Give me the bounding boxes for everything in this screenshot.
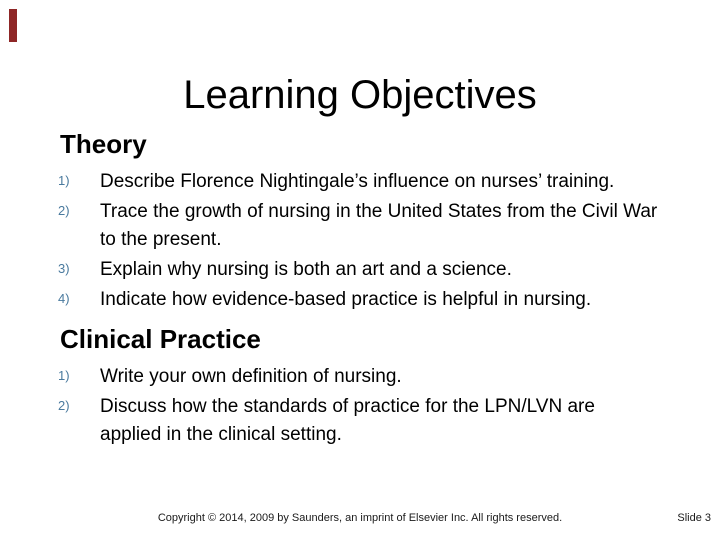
item-number: 3) xyxy=(58,261,70,276)
objectives-list xyxy=(58,126,662,451)
objective-item xyxy=(58,363,662,391)
item-text: Indicate how evidence-based practice is helpful in nursing. xyxy=(100,289,592,310)
page-title: Learning Objectives xyxy=(183,72,537,117)
slide-number: Slide 3 xyxy=(677,512,711,524)
item-text: Describe Florence Nightingale’s influence on nurses’ training. xyxy=(100,171,615,192)
item-text: Discuss how the standards of practice for the LPN/LVN are applied in the clinical setting. xyxy=(100,396,595,445)
objective-item xyxy=(58,168,662,196)
slide-accent-bar xyxy=(9,9,17,42)
section-heading: Clinical Practice xyxy=(60,324,261,354)
item-number: 1) xyxy=(58,368,70,383)
item-number: 4) xyxy=(58,291,70,306)
item-number: 2) xyxy=(58,398,70,413)
item-text: Write your own definition of nursing. xyxy=(100,366,402,387)
item-number: 2) xyxy=(58,203,70,218)
section-heading: Theory xyxy=(60,129,147,159)
item-text: Trace the growth of nursing in the United States from the Civil War to the present. xyxy=(100,201,658,250)
objective-item xyxy=(58,393,662,449)
item-text: Explain why nursing is both an art and a science. xyxy=(100,259,512,280)
item-number: 1) xyxy=(58,173,70,188)
copyright-text: Copyright © 2014, 2009 by Saunders, an imprint of Elsevier Inc. All rights reserved. xyxy=(157,512,563,524)
objective-item xyxy=(58,198,662,254)
objective-item xyxy=(58,286,662,314)
objective-item xyxy=(58,256,662,284)
